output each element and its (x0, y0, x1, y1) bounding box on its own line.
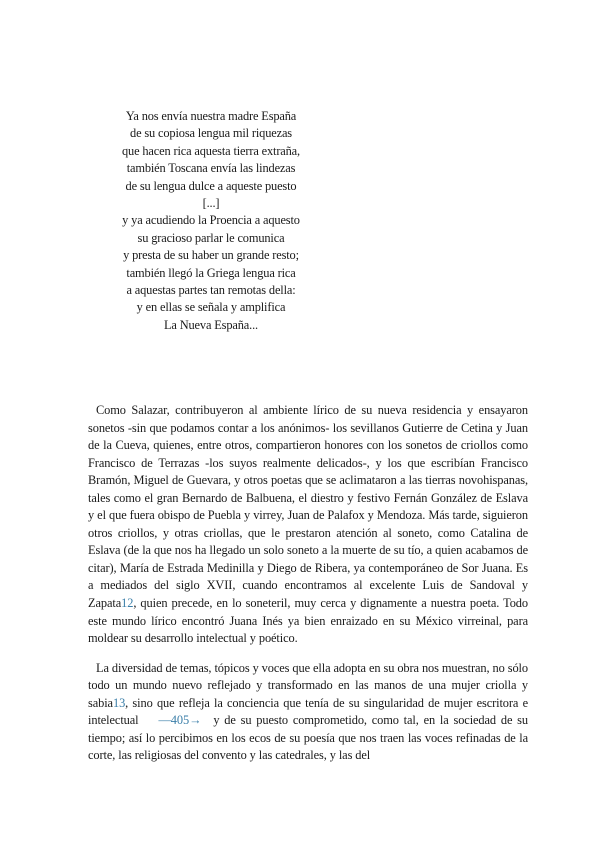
paragraph-1-text-end: , quien precede, en lo soneteril, muy cerca y dignamente a nuestra poeta. Todo este mundo lírico encontró Juana Inés ya bien enraizado en su México virreinal, para moldear su desarrollo intelectual y poético. (88, 596, 528, 646)
poem-ellipsis: [...] (202, 196, 220, 211)
paragraph-2-text: La diversidad de temas, tópicos y voces que ella adopta en su obra nos muestran, no sólo todo un mundo nuevo reflejado y transformado en las manos de una mujer criolla y sabia (88, 660, 528, 710)
footnote-link-12[interactable]: 12 (121, 596, 134, 611)
poem-line: de su copiosa lengua mil riquezas (130, 126, 292, 141)
poem-line: a aquestas partes tan remotas della: (126, 283, 296, 298)
poem-line: que hacen rica aquesta tierra extraña, (122, 143, 300, 158)
poem-line: también Toscana envía las lindezas (126, 161, 296, 176)
poem-line: su gracioso parlar le comunica (137, 230, 285, 245)
paragraph-1 (88, 402, 528, 648)
paragraph-2 (88, 660, 528, 765)
poem-line: y en ellas se señala y amplifica (136, 300, 286, 315)
poem-quote (90, 108, 332, 334)
poem-line: y ya acudiendo la Proencia a aquesto (122, 213, 300, 228)
paragraph-2-text-mid: , sino que refleja la conciencia que tenía de su singularidad de mujer escritora e intelectual (88, 695, 528, 728)
page-marker: —405→ (158, 713, 202, 728)
paragraph-1-text: Como Salazar, contribuyeron al ambiente lírico de su nueva residencia y ensayaron sonetos -sin que podamos contar a los anónimos- los sevillanos Gutierre de Cetina y Juan de la Cueva, quienes, entre otros, compartieron honores con los sonetos de criollos como Francisco de Terrazas -los suyos realmente delicados-, y los que escribían Francisco Bramón, Miguel de Guevara, y otros poetas que se aclimataron a las tierras novohispanas, tales como el gran Bernardo de Balbuena, el diestro y festivo Fernán González de Eslava y el que fuera obispo de Puebla y virrey, Juan de Palafox y Mendoza. Más tarde, siguieron otros criollos, y otras criollas, que le prestaron atención al soneto, como Catalina de Eslava (de la que nos ha llegado un solo soneto a la muerte de su tío, a quien acabamos de citar), María de Estrada Medinilla y Diego de Ribera, ya contemporáneo de Sor Juana. Es a mediados del siglo XVII, cuando encontramos al excelente Luis de Sandoval y Zapata (88, 403, 528, 611)
body-text (88, 402, 528, 765)
poem-line: también llegó la Griega lengua rica (126, 265, 296, 280)
poem-line: Ya nos envía nuestra madre España (125, 109, 297, 123)
poem-line: La Nueva España... (164, 317, 258, 332)
poem-line: y presta de su haber un grande resto; (123, 248, 299, 263)
footnote-link-13[interactable]: 13 (112, 695, 126, 710)
poem-line: de su lengua dulce a aqueste puesto (125, 178, 297, 193)
paragraph-2-text-end: y de su puesto comprometido, como tal, en la sociedad de su tiempo; así lo percibimos en los ecos de su poesía que nos traen las voces refinadas de la corte, las religiosas del convento y las catedrales, y las del (88, 713, 528, 763)
